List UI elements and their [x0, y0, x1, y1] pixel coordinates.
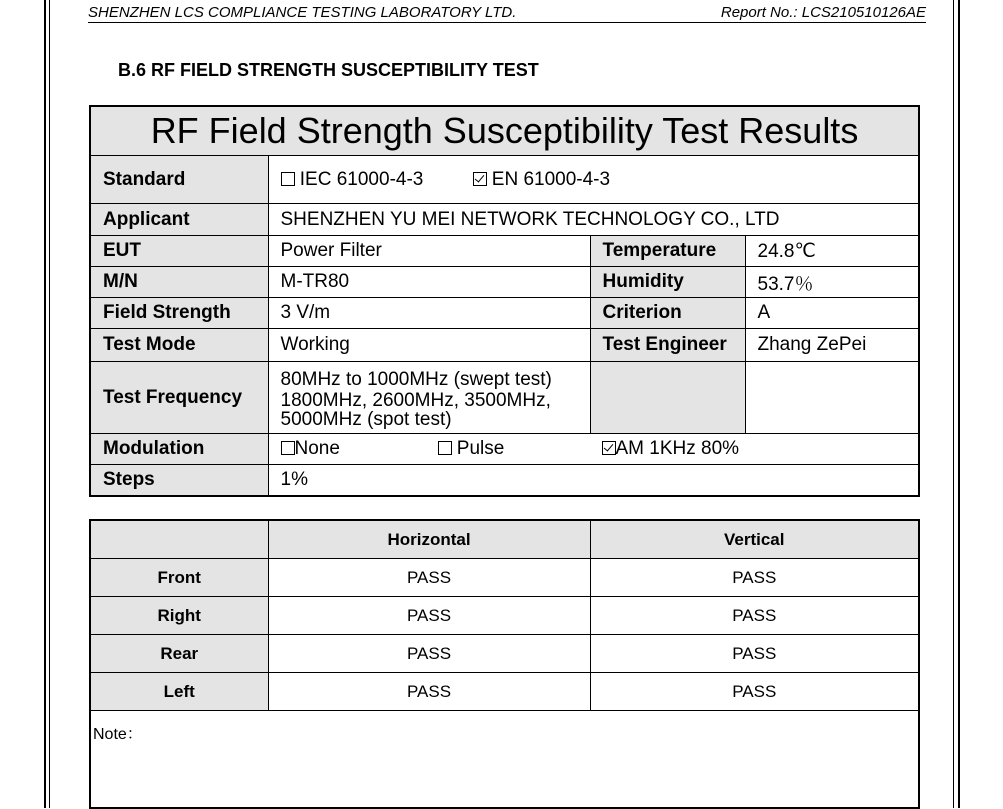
field-strength-label: Field Strength: [90, 298, 268, 329]
note-cell: [90, 711, 919, 809]
row-label: Right: [90, 597, 268, 635]
checkbox-checked-icon: [473, 172, 487, 186]
checkbox-checked-icon: [602, 441, 616, 455]
temperature-label: Temperature: [590, 236, 745, 267]
test-frequency-line: 5000MHz (spot test): [280, 408, 452, 430]
horizontal-result: PASS: [268, 673, 590, 711]
page-border-left-inner: [49, 0, 50, 808]
results-table: [89, 105, 920, 497]
criterion-label: Criterion: [590, 298, 745, 329]
standard-option-iec: IEC 61000-4-3: [281, 169, 473, 191]
table-row: [90, 635, 919, 673]
test-frequency-value: [268, 362, 590, 434]
eut-value: Power Filter: [268, 236, 590, 267]
modulation-label: Modulation: [90, 434, 268, 465]
test-mode-label: Test Mode: [90, 329, 268, 362]
vertical-result: PASS: [590, 559, 919, 597]
applicant-value: SHENZHEN YU MEI NETWORK TECHNOLOGY CO., LTD: [268, 204, 919, 236]
checkbox-unchecked-icon: [281, 172, 295, 186]
mn-value: M-TR80: [268, 267, 590, 298]
table-row: [90, 559, 919, 597]
section-title: B.6 RF FIELD STRENGTH SUSCEPTIBILITY TEST: [118, 60, 539, 80]
standard-value: [268, 156, 919, 204]
modulation-option-none: None: [281, 438, 438, 460]
table-row: [90, 597, 919, 635]
test-frequency-label: Test Frequency: [90, 362, 268, 434]
vertical-result: PASS: [590, 597, 919, 635]
standard-label: Standard: [90, 156, 268, 204]
column-header-horizontal: Horizontal: [268, 520, 590, 559]
test-frequency-line: 1800MHz, 2600MHz, 3500MHz,: [280, 389, 551, 411]
note-label: Note：: [93, 726, 143, 743]
eut-label: EUT: [90, 236, 268, 267]
test-engineer-label: Test Engineer: [590, 329, 745, 362]
checkbox-unchecked-icon: [281, 441, 295, 455]
humidity-value: 53.7％: [745, 267, 919, 298]
report-number: Report No.: LCS210510126AE: [720, 4, 926, 21]
horizontal-result: PASS: [268, 597, 590, 635]
modulation-value: [268, 434, 919, 465]
row-label: Rear: [90, 635, 268, 673]
checkbox-unchecked-icon: [438, 441, 452, 455]
page-header: [88, 3, 926, 23]
humidity-label: Humidity: [590, 267, 745, 298]
test-mode-value: Working: [268, 329, 590, 362]
horizontal-result: PASS: [268, 635, 590, 673]
steps-value: 1%: [268, 465, 919, 496]
empty-cell: [745, 362, 919, 434]
empty-cell: [590, 362, 745, 434]
standard-option-en: EN 61000-4-3: [473, 169, 611, 191]
horizontal-result: PASS: [268, 559, 590, 597]
table-header-empty: [90, 520, 268, 559]
test-frequency-line: 80MHz to 1000MHz (swept test): [280, 368, 552, 390]
row-label: Left: [90, 673, 268, 711]
modulation-option-pulse: Pulse: [438, 438, 602, 460]
lab-name: SHENZHEN LCS COMPLIANCE TESTING LABORATORY LTD.: [88, 4, 517, 21]
column-header-vertical: Vertical: [590, 520, 919, 559]
vertical-result: PASS: [590, 635, 919, 673]
table-row: [90, 673, 919, 711]
vertical-result: PASS: [590, 673, 919, 711]
criterion-value: A: [745, 298, 919, 329]
page-border-left-outer: [44, 0, 46, 808]
mn-label: M/N: [90, 267, 268, 298]
orientation-table: [89, 519, 920, 809]
modulation-option-am: AM 1KHz 80%: [602, 438, 740, 460]
page-border-right-outer: [958, 0, 960, 808]
row-label: Front: [90, 559, 268, 597]
steps-label: Steps: [90, 465, 268, 496]
test-engineer-value: Zhang ZePei: [745, 329, 919, 362]
page-border-right-inner: [953, 0, 954, 808]
field-strength-value: 3 V/m: [268, 298, 590, 329]
applicant-label: Applicant: [90, 204, 268, 236]
results-title: RF Field Strength Susceptibility Test Results: [90, 106, 919, 156]
temperature-value: 24.8℃: [745, 236, 919, 267]
